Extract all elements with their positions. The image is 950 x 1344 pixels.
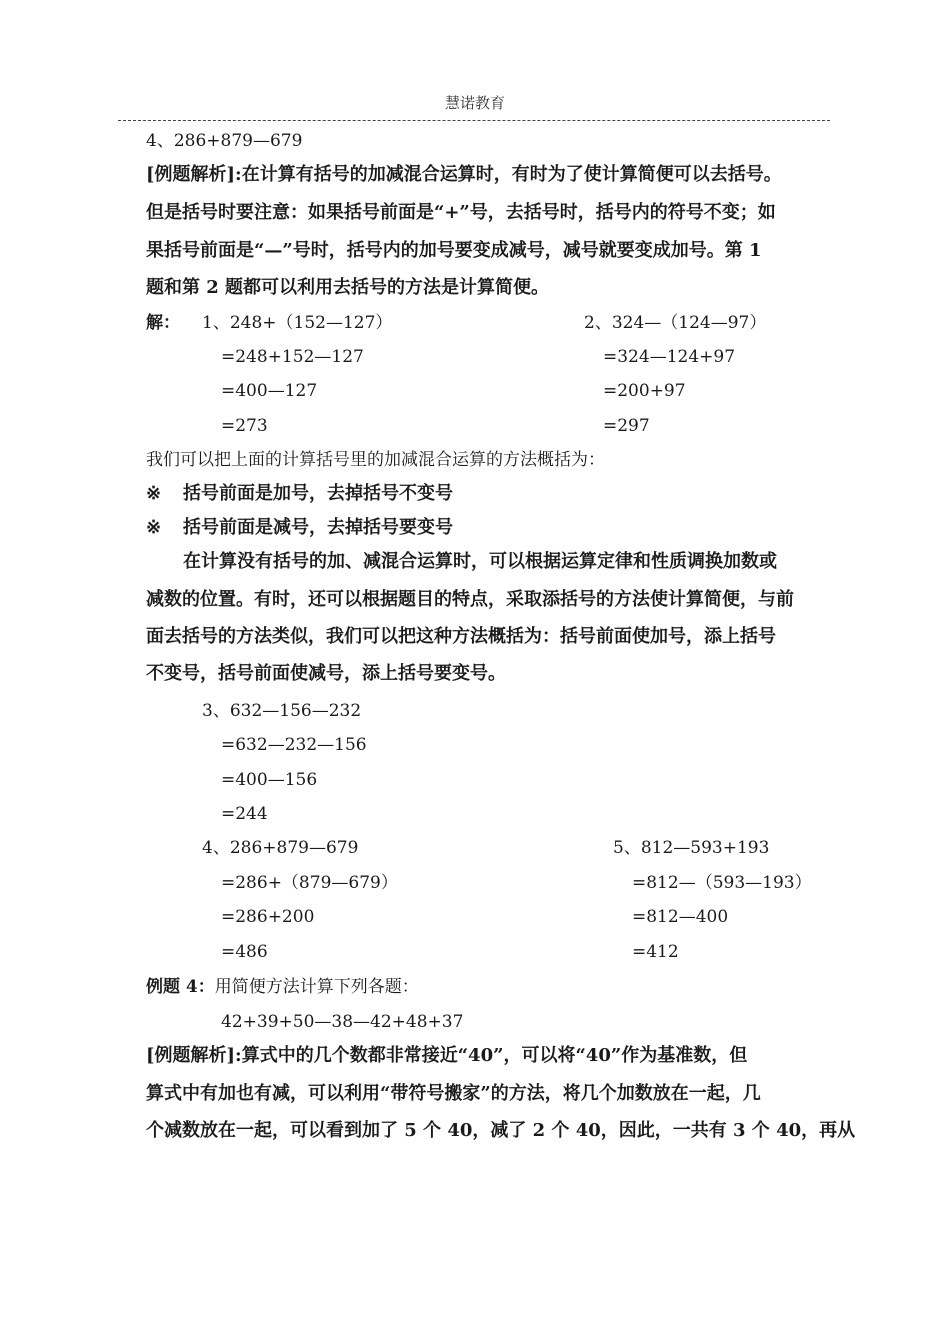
- top-problem: 4、286+879—679: [146, 131, 303, 151]
- p4-line: =486: [221, 942, 268, 962]
- para2-line: 面去括号的方法类似，我们可以把这种方法概括为：括号前面使加号，添上括号: [146, 626, 776, 647]
- summary-intro: 我们可以把上面的计算括号里的加减混合运算的方法概括为：: [146, 450, 605, 470]
- example4-text: 用简便方法计算下列各题：: [214, 977, 419, 997]
- para2-line: 减数的位置。有时，还可以根据题目的特点，采取添括号的方法使计算简便，与前: [146, 589, 794, 610]
- analysis1-line-1: [146, 164, 782, 186]
- solution-right-line: =324—124+97: [603, 347, 736, 367]
- p4-line: =286+200: [221, 907, 315, 927]
- solution-label: 解：: [146, 313, 180, 333]
- p3-line: =244: [221, 804, 268, 824]
- example4-line: [146, 976, 419, 998]
- p3-line: =632—232—156: [221, 735, 367, 755]
- header-divider: [118, 120, 830, 121]
- analysis2-line-2: 算式中有加也有减，可以利用“带符号搬家”的方法，将几个加数放在一起，几: [146, 1083, 761, 1104]
- para2-line: 在计算没有括号的加、减混合运算时，可以根据运算定律和性质调换加数或: [183, 551, 777, 572]
- para2-line: 不变号，括号前面使减号，添上括号要变号。: [146, 663, 506, 684]
- solution-left-line: =248+152—127: [221, 347, 364, 367]
- p5-line: =412: [632, 942, 679, 962]
- rule-text: 括号前面是加号，去掉括号不变号: [183, 483, 453, 504]
- example4-label: 例题 4：: [146, 977, 215, 997]
- p5-line: =812—（593—193）: [632, 873, 812, 893]
- p4-line: =286+（879—679）: [221, 873, 398, 893]
- p5-line: =812—400: [632, 907, 729, 927]
- analysis1-line-2: 但是括号时要注意：如果括号前面是“+”号，去括号时，括号内的符号不变；如: [146, 202, 776, 223]
- example4-expression: 42+39+50—38—42+48+37: [221, 1012, 464, 1032]
- analysis1-text-1: :在计算有括号的加减混合运算时，有时为了使计算简便可以去括号。: [235, 164, 782, 185]
- p5-line: 5、812—593+193: [613, 838, 770, 858]
- solution-right-line: =200+97: [603, 381, 686, 401]
- analysis1-label: [例题解析]: [146, 164, 236, 185]
- analysis2-line-1: [146, 1045, 747, 1067]
- solution-left-line: 1、248+（152—127）: [202, 313, 393, 333]
- rule-mark: ※: [146, 517, 162, 538]
- analysis2-label: [例题解析]: [146, 1045, 236, 1066]
- solution-left-line: =400—127: [221, 381, 318, 401]
- solution-right-line: =297: [603, 416, 650, 436]
- page-header: 慧诺教育: [444, 94, 505, 112]
- p4-line: 4、286+879—679: [202, 838, 359, 858]
- p3-line: =400—156: [221, 770, 318, 790]
- rule-mark: ※: [146, 483, 162, 504]
- p3-line: 3、632—156—232: [202, 701, 362, 721]
- analysis2-line-3: 个减数放在一起，可以看到加了 5 个 40，减了 2 个 40，因此，一共有 3 个 40，再从: [146, 1120, 856, 1141]
- analysis1-line-4: 题和第 2 题都可以利用去括号的方法是计算简便。: [146, 277, 550, 298]
- analysis2-text-1: :算式中的几个数都非常接近“40”，可以将“40”作为基准数，但: [235, 1045, 748, 1066]
- rule-text: 括号前面是减号，去掉括号要变号: [183, 517, 453, 538]
- solution-right-line: 2、324—（124—97）: [584, 313, 767, 333]
- analysis1-line-3: 果括号前面是“—”号时，括号内的加号要变成减号，减号就要变成加号。第 1: [146, 240, 762, 261]
- solution-left-line: =273: [221, 416, 268, 436]
